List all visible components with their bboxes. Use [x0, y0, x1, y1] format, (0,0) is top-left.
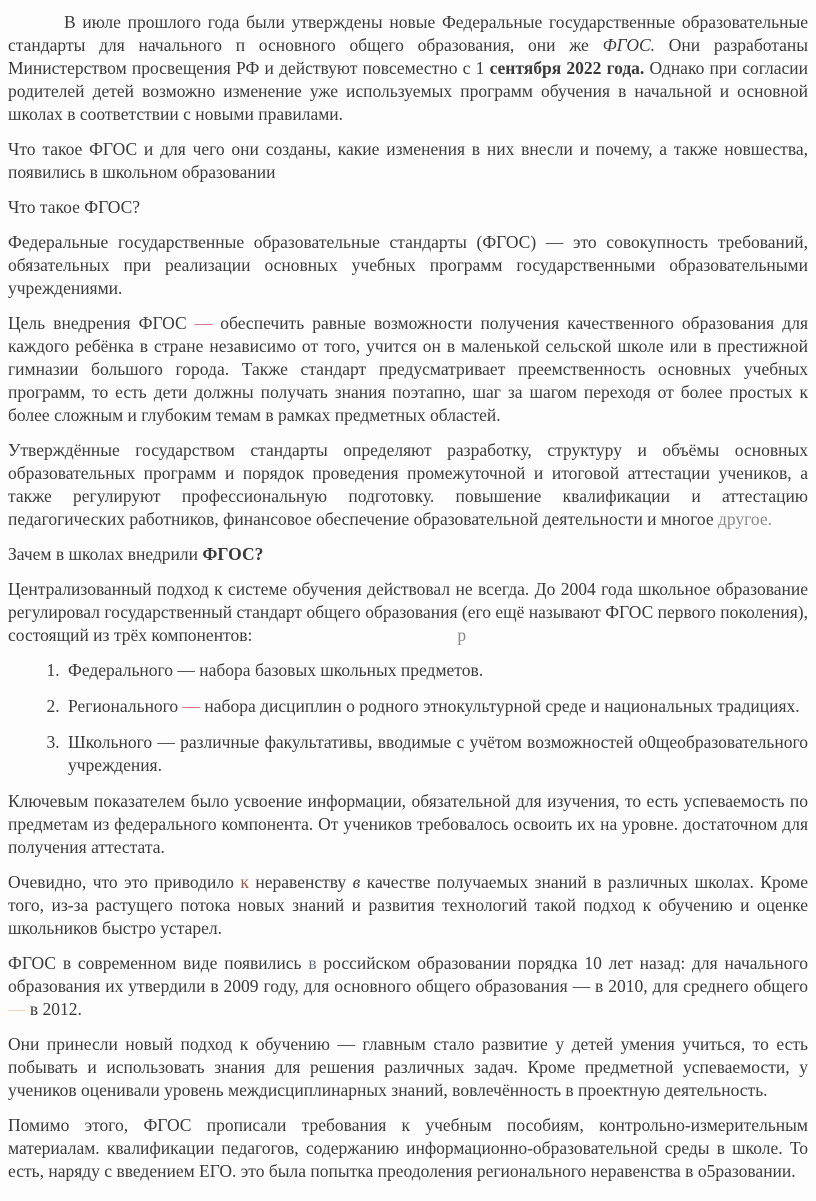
paragraph-history — [8, 578, 808, 647]
paragraph-standards-scope — [8, 439, 808, 531]
text-segment: российском образовании порядка 10 лет назад: для начального образования их утвердили в 2009 году, для основного общего образования — в 2010, для среднего общего — [8, 953, 808, 996]
text-segment: Однако при согласии родителей детей возможно изменение уже используемых программ обучения в начальной и основной школах в соответствии с новыми правилами. — [8, 58, 808, 124]
paragraph-lede — [8, 138, 808, 184]
text-segment: Регионального — [68, 696, 183, 716]
paragraph-goal — [8, 312, 808, 427]
text-segment: — — [8, 999, 26, 1019]
text-segment: р — [457, 625, 467, 645]
paragraph-inequality — [8, 871, 808, 940]
text-segment: Помимо этого, ФГОС прописали требования к учебным пособиям, контрольно-измерительным материалам. квалификации педагогов, содержанию информационно-образовательной среды в школе. То есть, наряду с введением ЕГО. это была попытка преодоления регионального неравенства в о5разовании. — [8, 1115, 808, 1181]
components-list — [8, 659, 808, 777]
text-segment: Зачем в школах внедрили — [8, 544, 203, 564]
text-segment: набора дисциплин о родного этнокультурной среде и национальных традициях. — [200, 696, 800, 716]
list-item-federal — [64, 659, 808, 682]
list-item-school — [64, 731, 808, 777]
text-segment: неравенству — [248, 872, 353, 892]
list-item-regional — [64, 695, 808, 718]
text-segment: Федеральные государственные образовательные стандарты (ФГОС) — это совокупность требований, обязательных при реализации основных учебных программ государственными образовательными учреждениями. — [8, 232, 808, 298]
text-segment: — — [182, 696, 201, 716]
text-segment: Что такое ФГОС и для чего они созданы, какие изменения в них внесли и почему, а также новшества, появились в школьном образовании — [8, 139, 808, 182]
text-segment: Что такое ФГОС? — [8, 197, 141, 217]
text-segment: Они разработаны Министерством просвещения РФ и действуют повсеместно с 1 — [8, 35, 808, 78]
text-segment: В июле прошлого года были утверждены новые Федеральные государственные образовательные стандарты для начального п основного общего образования, они же — [8, 12, 808, 55]
text-segment: ФГОС. — [602, 35, 656, 55]
text-segment: Утверждённые государством стандарты определяют разработку, структуру и объёмы основных образовательных программ и порядок проведения промежуточной и итоговой аттестации учеников, а также регулируют профессиональную подготовку. повышение квалификации и аттестацию педагогических работников, финансовое обеспечение образовательной деятельности и многое — [8, 440, 808, 529]
text-segment: Цель внедрения ФГОС — [8, 313, 195, 333]
text-segment: качестве получаемых знаний в различных школах. Кроме того, из-за растущего потока новых знаний и развития технологий такой подход к обучению и оценке школьников быстро устарел. — [8, 872, 808, 938]
text-segment: в 2012. — [25, 999, 82, 1019]
text-segment: Федерального — набора базовых школьных предметов. — [68, 660, 484, 680]
text-segment: обеспечить равные возможности получения качественного образования для каждого ребёнка в стране независимо от того, учится он в маленькой сельской школе или в престижной гимназии большого города. Также стандарт предусматривает преемственность основных учебных программ, то есть дети должны получать знания поэтапно, шаг за шагом переходя от более простых к более сложным и глубоким темам в рамках предметных областей. — [8, 313, 808, 425]
text-segment: Школьного — различные факультативы, вводимые с учётом возможностей о0щеобразовательного учреждения. — [68, 732, 808, 775]
text-segment: — — [194, 313, 213, 333]
text-segment: ФГОС в современном виде появились — [8, 953, 309, 973]
text-segment: в — [308, 953, 317, 973]
heading-what-is-fgos — [8, 196, 808, 219]
paragraph-intro — [8, 11, 808, 126]
paragraph-new-approach — [8, 1033, 808, 1102]
text-segment: другое. — [717, 509, 772, 529]
paragraph-modern-fgos — [8, 952, 808, 1021]
text-segment: Ключевым показателем было усвоение информации, обязательной для изучения, то есть успеваемость по предметам из федерального компонента. От учеников требовалось освоить их на уровне. достаточном для получения аттестата. — [8, 791, 808, 857]
paragraph-key-indicator — [8, 790, 808, 859]
text-segment: Очевидно, что это приводило — [8, 872, 241, 892]
paragraph-definition — [8, 231, 808, 300]
text-segment: в — [352, 872, 361, 892]
text-segment: Централизованный подход к системе обучения действовал не всегда. До 2004 года школьное образование регулировал государственный стандарт общего образования (его ещё называют ФГОС первого поколения), состоящий из трёх компонентов: — [8, 579, 808, 645]
text-segment: сентября 2022 года. — [489, 58, 645, 78]
text-segment: Они принесли новый подход к обучению — главным стало развитие у детей умения учиться, то есть побывать и использовать знания для решения различных задач. Кроме предметной успеваемости, у учеников оценивали уровень междисциплинарных знаний, вовлечённость в проектную деятельность. — [8, 1034, 808, 1100]
text-segment: к — [240, 872, 249, 892]
text-segment: ФГОС? — [202, 544, 264, 564]
heading-why-fgos — [8, 543, 808, 566]
